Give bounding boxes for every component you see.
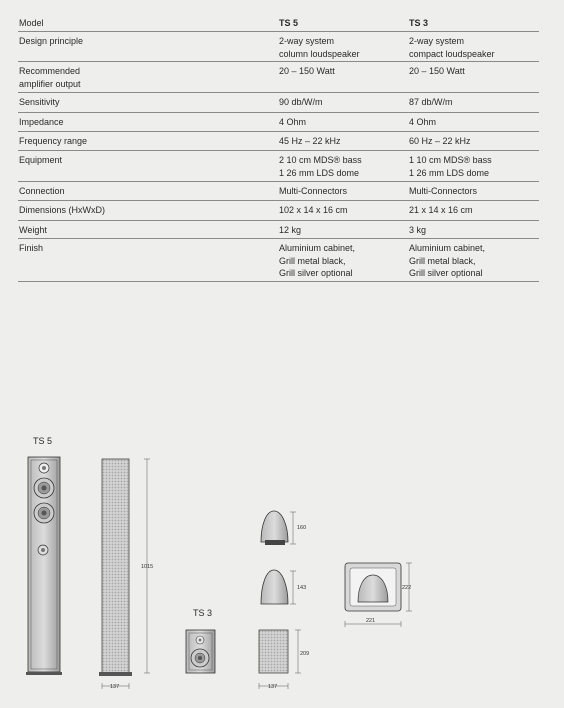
spec-ts3: 87 db/W/m bbox=[409, 97, 453, 107]
spec-ts5: 102 x 14 x 16 cm bbox=[279, 205, 348, 215]
ts5-height-dim: 1015 bbox=[141, 564, 154, 570]
spec-ts5: Multi-Connectors bbox=[279, 186, 348, 196]
spec-ts3: 20 – 150 Watt bbox=[409, 66, 465, 76]
spec-ts5: 2 10 cm MDS® bass 1 26 mm LDS dome bbox=[279, 155, 362, 178]
spec-ts3: 2-way system compact loudspeaker bbox=[409, 36, 495, 59]
spec-ts5: 20 – 150 Watt bbox=[279, 66, 335, 76]
ts3-grill-view bbox=[259, 630, 301, 689]
ts5-width-dim: 137 bbox=[110, 684, 120, 690]
spec-label: Impedance bbox=[19, 117, 64, 127]
ts5-front-view bbox=[26, 457, 62, 675]
wall-mount-height-dim: 222 bbox=[402, 585, 412, 591]
spec-ts5: 45 Hz – 22 kHz bbox=[279, 136, 341, 146]
spec-ts3: 3 kg bbox=[409, 225, 427, 235]
spec-ts3: 60 Hz – 22 kHz bbox=[409, 136, 471, 146]
spec-label: Design principle bbox=[19, 36, 84, 46]
top-view-2-dim: 143 bbox=[297, 585, 307, 591]
header-model: Model bbox=[19, 18, 44, 28]
header-ts3: TS 3 bbox=[409, 18, 429, 28]
wall-mount-width-dim: 221 bbox=[366, 618, 376, 624]
spec-ts3: Aluminium cabinet, Grill metal black, Grill silver optional bbox=[409, 243, 486, 278]
spec-label: Connection bbox=[19, 186, 65, 196]
ts5-grill-view bbox=[99, 459, 150, 689]
ts3-label: TS 3 bbox=[193, 608, 213, 618]
wall-mount-view bbox=[345, 563, 412, 627]
top-view-2 bbox=[261, 570, 296, 604]
ts3-height-dim: 209 bbox=[300, 651, 310, 657]
ts5-label: TS 5 bbox=[33, 436, 53, 446]
spec-label: Equipment bbox=[19, 155, 63, 165]
spec-ts5: Aluminium cabinet, Grill metal black, Grill silver optional bbox=[279, 243, 356, 278]
spec-ts5: 12 kg bbox=[279, 225, 302, 235]
header-ts5: TS 5 bbox=[279, 18, 299, 28]
ts3-front-view bbox=[186, 630, 215, 673]
spec-ts5: 2-way system column loudspeaker bbox=[279, 36, 360, 59]
spec-label: Recommended amplifier output bbox=[19, 66, 81, 89]
spec-ts5: 90 db/W/m bbox=[279, 97, 323, 107]
spec-label: Finish bbox=[19, 243, 44, 253]
top-view-1-dim: 160 bbox=[297, 525, 307, 531]
ts3-width-dim: 137 bbox=[268, 684, 278, 690]
spec-ts5: 4 Ohm bbox=[279, 117, 307, 127]
spec-label: Dimensions (HxWxD) bbox=[19, 205, 106, 215]
spec-ts3: 1 10 cm MDS® bass 1 26 mm LDS dome bbox=[409, 155, 492, 178]
spec-ts3: Multi-Connectors bbox=[409, 186, 478, 196]
spec-ts3: 21 x 14 x 16 cm bbox=[409, 205, 473, 215]
spec-label: Frequency range bbox=[19, 136, 88, 146]
spec-ts3: 4 Ohm bbox=[409, 117, 437, 127]
spec-label: Weight bbox=[19, 225, 47, 235]
spec-label: Sensitivity bbox=[19, 97, 60, 107]
top-view-1 bbox=[261, 511, 296, 545]
